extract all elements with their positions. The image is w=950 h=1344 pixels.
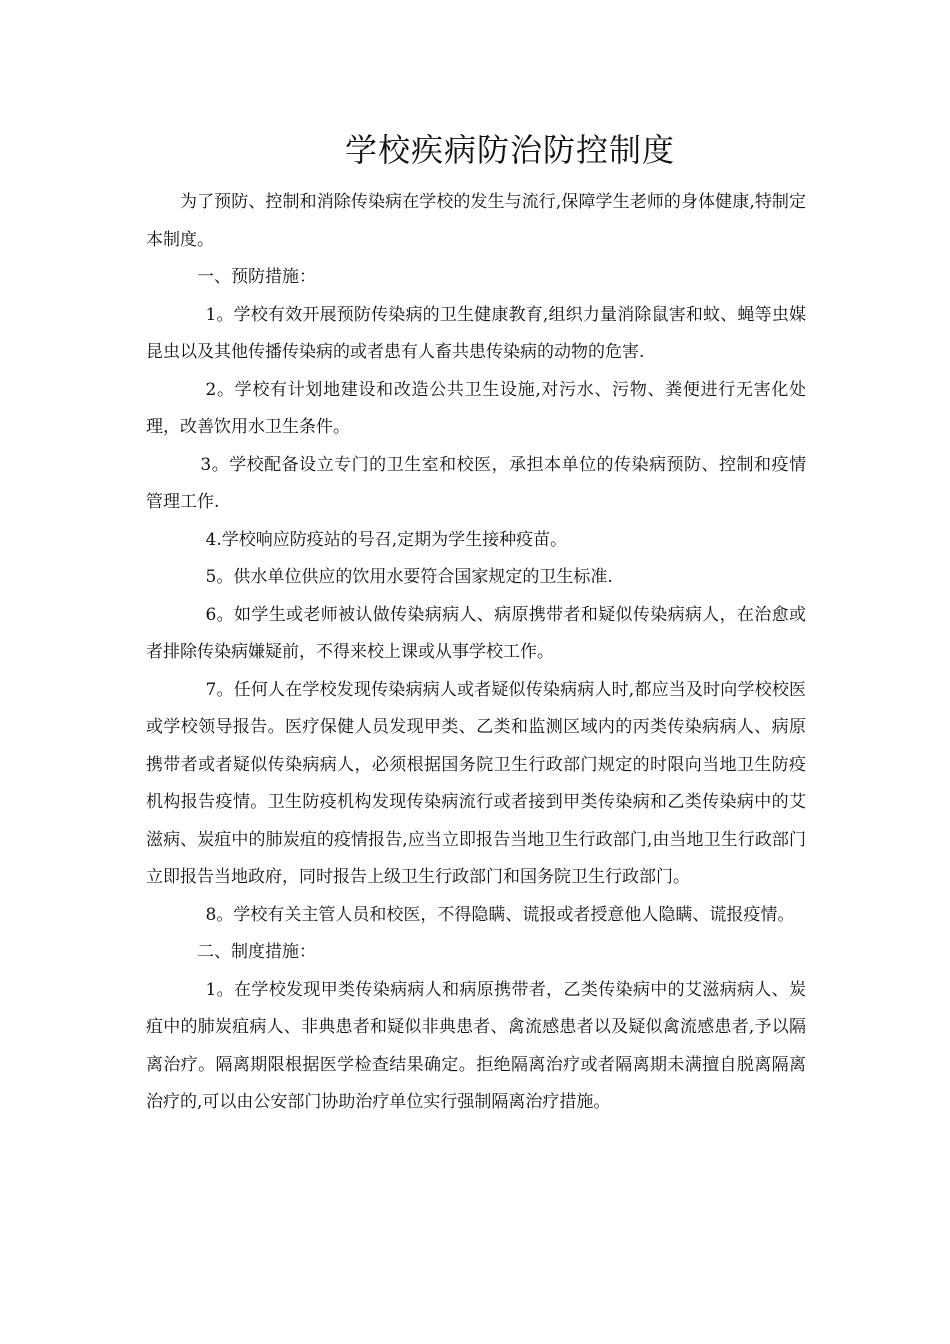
document-title: 学校疾病防治防控制度: [344, 131, 675, 169]
system-item-1: 1。在学校发现甲类传染病病人和病原携带者，乙类传染病中的艾滋病病人、炭疽中的肺炭疽病人、非典患者和疑似非典患者、禽流感患者以及疑似禽流感患者,予以隔离治疗。隔离期限根据医学检查结果确定。拒绝隔离治疗或者隔离期未满擅自脱离隔离治疗的,可以由公安部门协助治疗单位实行强制隔离治疗措施。: [146, 979, 806, 1112]
prevention-item-4: 4.学校响应防疫站的号召,定期为学生接种疫苗。: [205, 529, 568, 550]
prevention-item-8: 8。学校有关主管人员和校医，不得隐瞒、谎报或者授意他人隐瞒、谎报疫情。: [205, 904, 795, 925]
prevention-item-3: 3。学校配备设立专门的卫生室和校医，承担本单位的传染病预防、控制和疫情管理工作.: [146, 454, 806, 512]
intro-paragraph: 为了预防、控制和消除传染病在学校的发生与流行,保障学生老师的身体健康,特制定本制度。: [146, 192, 806, 250]
prevention-item-5: 5。供水单位供应的饮用水要符合国家规定的卫生标准.: [205, 567, 613, 587]
section-heading-system: 二、制度措施：: [197, 942, 316, 962]
prevention-item-1: 1。学校有效开展预防传染病的卫生健康教育,组织力量消除鼠害和蚊、蝇等虫媒昆虫以及其他传播传染病的或者患有人畜共患传染病的动物的危害.: [146, 304, 806, 362]
section-heading-prevention: 一、预防措施：: [197, 267, 316, 287]
prevention-item-7: 7。任何人在学校发现传染病病人或者疑似传染病病人时,都应当及时向学校校医或学校领导报告。医疗保健人员发现甲类、乙类和监测区域内的丙类传染病病人、病原携带者或者疑似传染病病人，必须根据国务院卫生行政部门规定的时限向当地卫生防疫机构报告疫情。卫生防疫机构发现传染病流行或者接到甲类传染病和乙类传染病中的艾滋病、炭疽中的肺炭疽的疫情报告,应当立即报告当地卫生行政部门,由当地卫生行政部门立即报告当地政府，同时报告上级卫生行政部门和国务院卫生行政部门。: [146, 679, 806, 887]
prevention-item-2: 2。学校有计划地建设和改造公共卫生设施,对污水、污物、粪便进行无害化处理，改善饮用水卫生条件。: [146, 379, 806, 437]
prevention-item-6: 6。如学生或老师被认做传染病病人、病原携带者和疑似传染病病人，在治愈或者排除传染病嫌疑前，不得来校上课或从事学校工作。: [146, 604, 806, 662]
document-body: [146, 184, 806, 1122]
